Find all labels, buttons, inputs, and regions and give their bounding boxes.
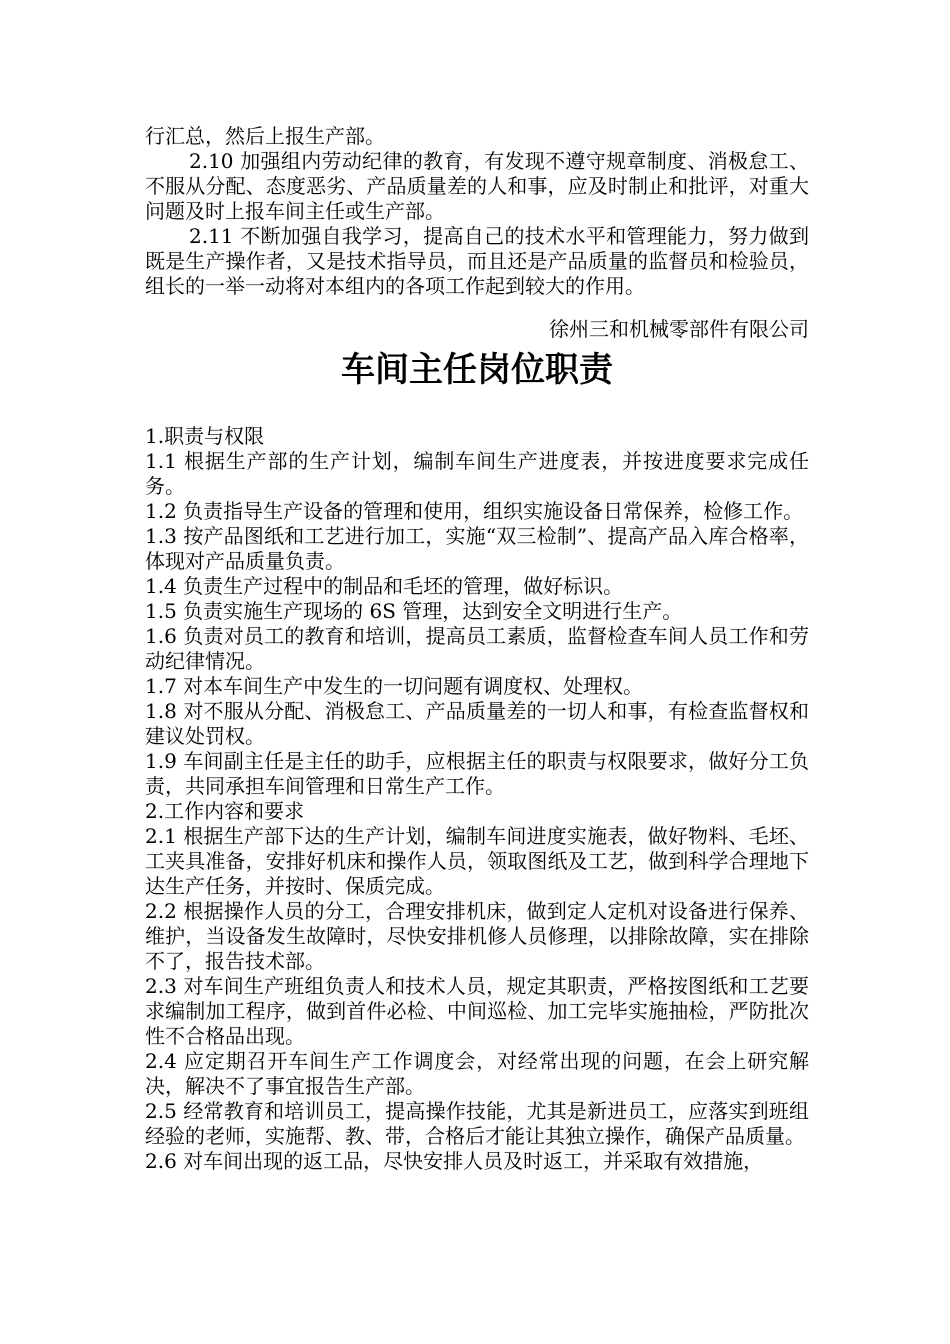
section-heading-2: 2.工作内容和要求 <box>145 799 305 823</box>
clause-1-4: 1.4 负责生产过程中的制品和毛坯的管理，做好标识。 <box>145 574 624 598</box>
clause-1-7: 1.7 对本车间生产中发生的一切问题有调度权、处理权。 <box>145 674 644 698</box>
clause-1-1: 1.1 根据生产部的生产计划，编制车间生产进度表，并按进度要求完成任务。 <box>145 449 809 498</box>
clause-2-3: 2.3 对车间生产班组负责人和技术人员，规定其职责，严格按图纸和工艺要求编制加工程序，做到首件必检、中间巡检、加工完毕实施抽检，严防批次性不合格品出现。 <box>145 974 809 1048</box>
paragraph-2-10: 2.10 加强组内劳动纪律的教育，有发现不遵守规章制度、消极怠工、不服从分配、态度恶劣、产品质量差的人和事，应及时制止和批评，对重大问题及时上报车间主任或生产部。 <box>145 149 809 223</box>
clause-2-2: 2.2 根据操作人员的分工，合理安排机床，做到定人定机对设备进行保养、维护，当设备发生故障时，尽快安排机修人员修理，以排除故障，实在排除不了，报告技术部。 <box>145 899 809 973</box>
clause-1-3: 1.3 按产品图纸和工艺进行加工，实施“双三检制”、提高产品入库合格率，体现对产品质量负责。 <box>145 524 809 573</box>
clause-1-9: 1.9 车间副主任是主任的助手，应根据主任的职责与权限要求，做好分工负责，共同承担车间管理和日常生产工作。 <box>145 749 809 798</box>
clause-2-5: 2.5 经常教育和培训员工，提高操作技能，尤其是新进员工，应落实到班组经验的老师，实施帮、教、带，合格后才能让其独立操作，确保产品质量。 <box>145 1099 809 1148</box>
page-title: 车间主任岗位职责 <box>341 350 613 390</box>
clause-1-5: 1.5 负责实施生产现场的 6S 管理，达到安全文明进行生产。 <box>145 599 683 623</box>
clause-2-6: 2.6 对车间出现的返工品，尽快安排人员及时返工，并采取有效措施， <box>145 1149 764 1173</box>
clause-2-1: 2.1 根据生产部下达的生产计划，编制车间进度实施表，做好物料、毛坯、工夹具准备，安排好机床和操作人员，领取图纸及工艺，做到科学合理地下达生产任务，并按时、保质完成。 <box>145 824 809 898</box>
clause-1-8: 1.8 对不服从分配、消极怠工、产品质量差的一切人和事，有检查监督权和建议处罚权。 <box>145 699 809 748</box>
company-name: 徐州三和机械零部件有限公司 <box>549 317 809 341</box>
clause-1-2: 1.2 负责指导生产设备的管理和使用，组织实施设备日常保养，检修工作。 <box>145 499 804 523</box>
clause-2-4: 2.4 应定期召开车间生产工作调度会，对经常出现的问题，在会上研究解决，解决不了事宜报告生产部。 <box>145 1049 809 1098</box>
paragraph-continuation: 行汇总，然后上报生产部。 <box>145 124 385 148</box>
paragraph-2-11: 2.11 不断加强自我学习，提高自己的技术水平和管理能力，努力做到既是生产操作者，又是技术指导员，而且还是产品质量的监督员和检验员，组长的一举一动将对本组内的各项工作起到较大的作用。 <box>145 224 809 298</box>
section-heading-1: 1.职责与权限 <box>145 424 265 448</box>
document-page <box>145 124 809 1174</box>
clause-1-6: 1.6 负责对员工的教育和培训，提高员工素质，监督检查车间人员工作和劳动纪律情况。 <box>145 624 809 673</box>
